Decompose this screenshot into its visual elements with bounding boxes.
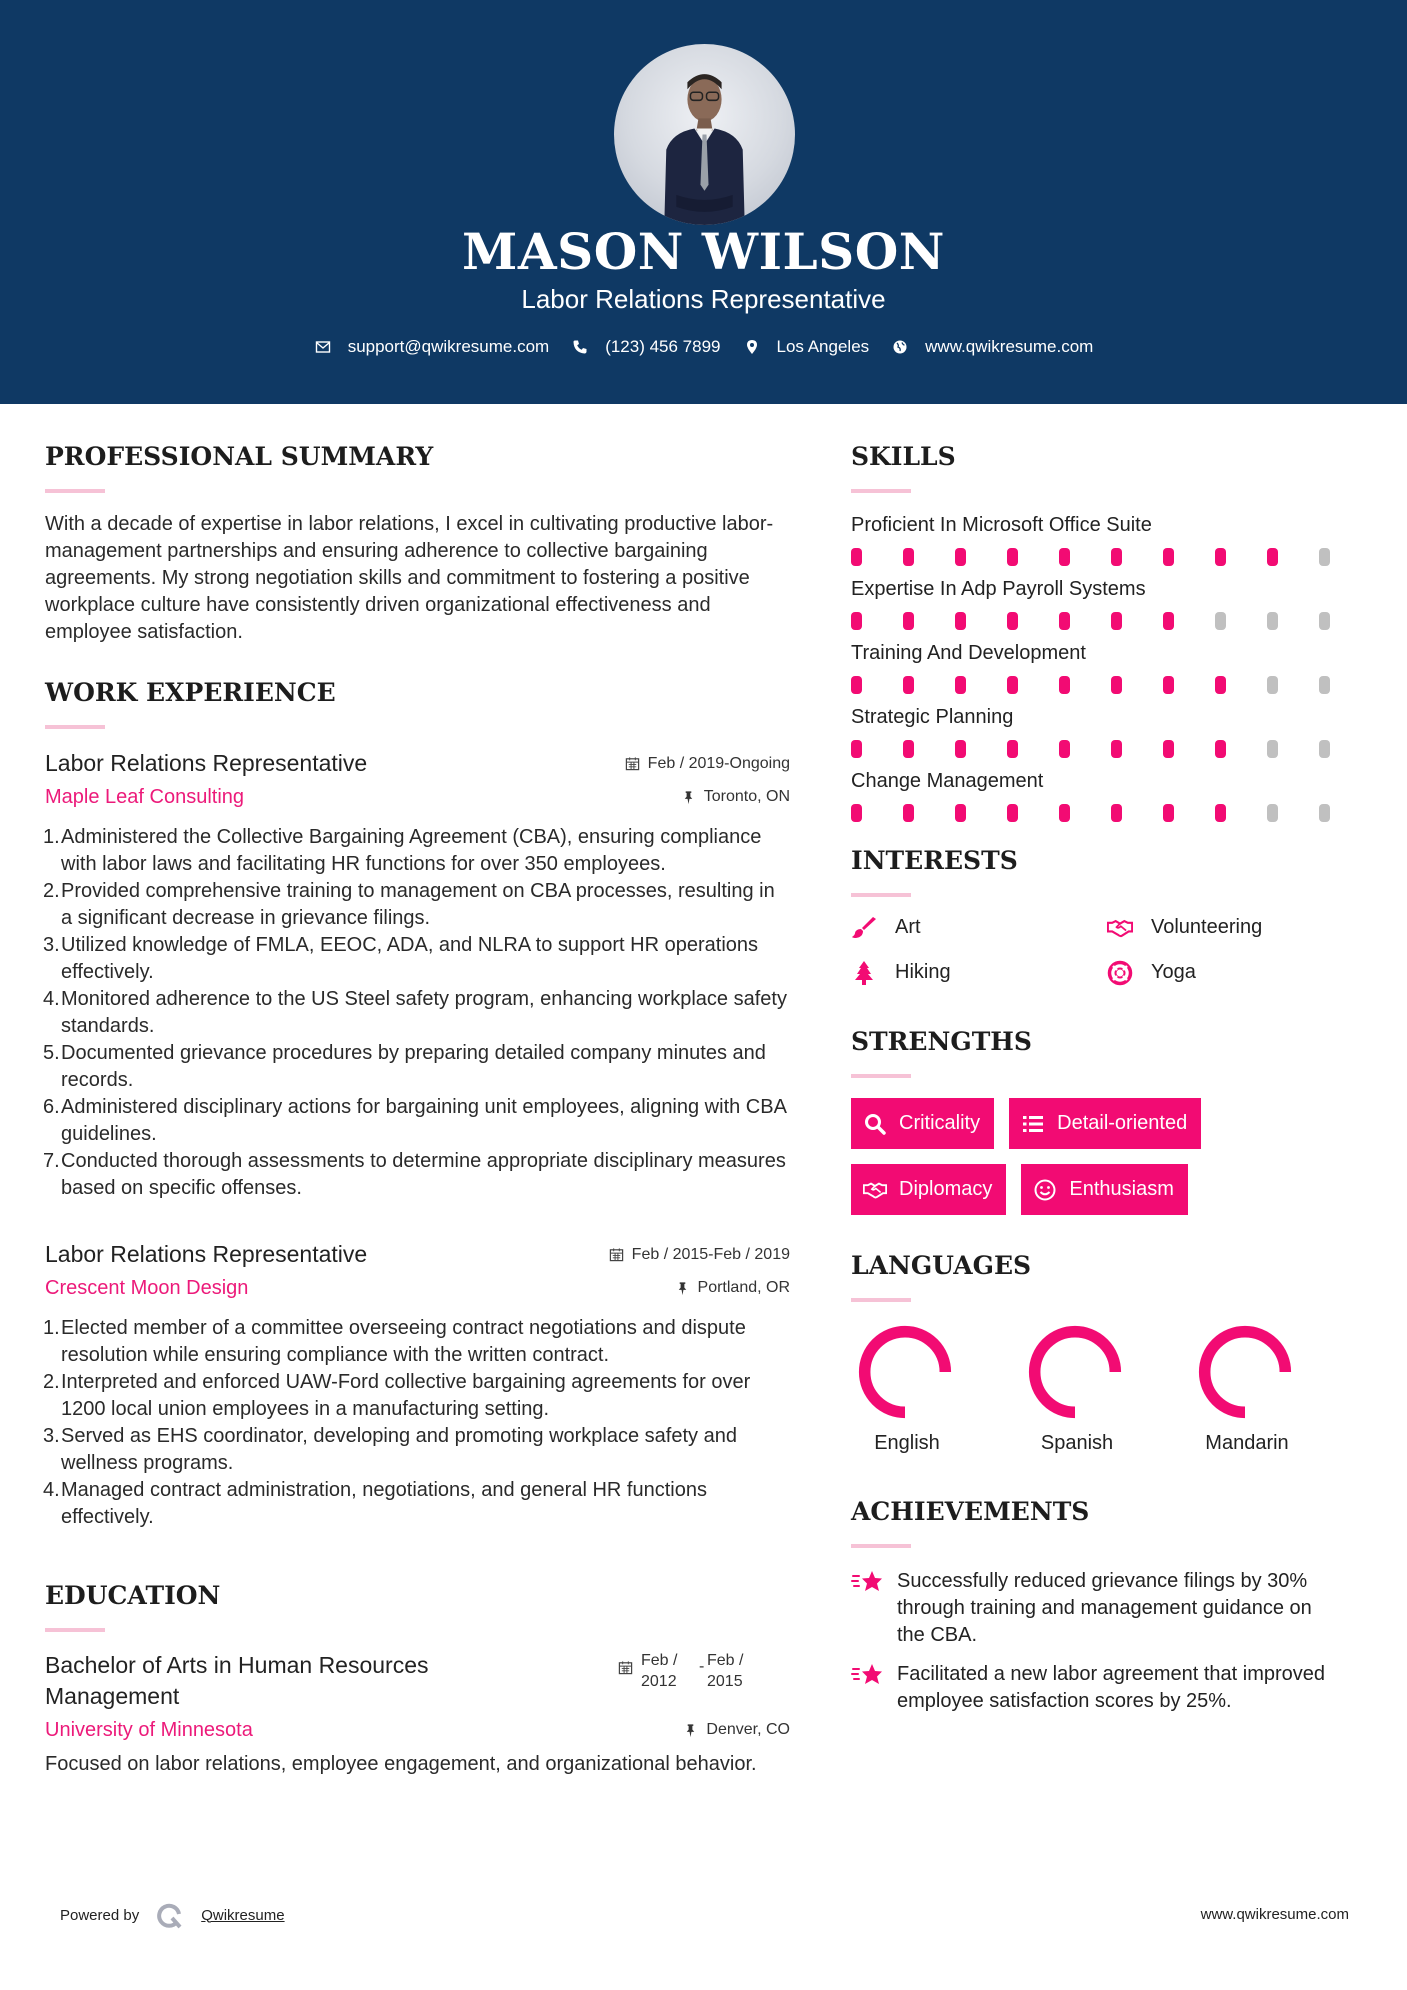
- rating-dot-filled: [1111, 612, 1122, 630]
- rating-dot-empty: [1319, 612, 1330, 630]
- strengths-section: [851, 1025, 1371, 1215]
- company-name: Maple Leaf Consulting: [45, 786, 245, 808]
- school-name: University of Minnesota: [45, 1719, 253, 1741]
- heading-underline: [851, 1298, 911, 1302]
- powered-by: [60, 1900, 285, 1930]
- phone-icon: [571, 338, 589, 356]
- summary-text: With a decade of expertise in labor relations, I excel in cultivating productive labor-management partnerships and ensuring adherence to collective bargaining agreements. My strong negotiation skills and commitment to fostering a positive workplace culture have consistently driven organizational effectiveness and employee satisfaction.: [45, 513, 774, 643]
- skill-name: Strategic Planning: [851, 706, 1014, 728]
- pushpin-icon: [683, 1723, 698, 1738]
- list-item: 1. Administered the Collective Bargaining Agreement (CBA), ensuring compliance with labor laws and facilitating HR functions for over 350 employees.: [43, 826, 762, 875]
- skill-rating: [851, 676, 1371, 694]
- rating-dot-filled: [1059, 548, 1070, 566]
- list-item: 6. Administered disciplinary actions for bargaining unit employees, aligning with CBA guidelines.: [43, 1096, 786, 1145]
- education-dates: Feb / 2012 - Feb / 2015: [618, 1650, 765, 1692]
- candidate-title: Labor Relations Representative: [521, 284, 886, 314]
- education-section: [45, 1579, 790, 1778]
- handshake-icon: [1107, 915, 1133, 941]
- list-item: 3. Utilized knowledge of FMLA, EEOC, ADA, and NLRA to support HR operations effectively.: [43, 934, 759, 983]
- language-item: English: [851, 1324, 1021, 1455]
- map-marker-icon: [743, 338, 761, 356]
- pushpin-icon: [681, 790, 696, 805]
- smile-icon: [1033, 1178, 1057, 1202]
- strength-badge: Enthusiasm: [1021, 1164, 1188, 1215]
- envelope-icon: [314, 338, 332, 356]
- pushpin-icon: [675, 1281, 690, 1296]
- rating-dot-filled: [1163, 740, 1174, 758]
- right-column: [851, 440, 1371, 1727]
- section-heading: INTERESTS: [851, 846, 1018, 875]
- rating-dot-filled: [1215, 676, 1226, 694]
- interests-section: [851, 844, 1371, 989]
- strength-badge: Detail-oriented: [1009, 1098, 1201, 1149]
- rating-dot-filled: [1007, 740, 1018, 758]
- language-progress-ring: [1197, 1324, 1293, 1420]
- rating-dot-filled: [1007, 804, 1018, 822]
- degree-title: Bachelor of Arts in Human Resources Management: [45, 1652, 429, 1709]
- experience-section: [45, 676, 790, 1531]
- section-heading: LANGUAGES: [851, 1251, 1032, 1280]
- language-item: Spanish: [1021, 1324, 1191, 1455]
- rating-dot-filled: [955, 804, 966, 822]
- skill-name: Change Management: [851, 770, 1044, 792]
- skill-rating: [851, 612, 1371, 630]
- company-name: Crescent Moon Design: [45, 1277, 249, 1299]
- skill-name: Proficient In Microsoft Office Suite: [851, 514, 1152, 536]
- qwikresume-logo-icon: [155, 1900, 185, 1930]
- skill-rating: [851, 740, 1371, 758]
- rating-dot-empty: [1319, 548, 1330, 566]
- rating-dot-filled: [851, 740, 862, 758]
- job-entry: [45, 747, 790, 1202]
- list-item: 2. Interpreted and enforced UAW-Ford collective bargaining agreements for over 1200 local union employees in a manufacturing setting.: [43, 1371, 751, 1420]
- list-item: 4. Managed contract administration, negotiations, and general HR functions effectively.: [43, 1479, 707, 1528]
- star-icon: [851, 1661, 885, 1691]
- list-item: 4. Monitored adherence to the US Steel safety program, enhancing workplace safety standards.: [43, 988, 787, 1037]
- strength-badges: [851, 1098, 1371, 1215]
- heading-underline: [851, 893, 911, 897]
- paintbrush-icon: [851, 915, 877, 941]
- rating-dot-filled: [1215, 548, 1226, 566]
- rating-dot-empty: [1319, 740, 1330, 758]
- heading-underline: [45, 725, 105, 729]
- rating-dot-empty: [1267, 612, 1278, 630]
- profile-photo: [614, 44, 795, 225]
- achievement-item: Facilitated a new labor agreement that improved employee satisfaction scores by 25%.: [851, 1661, 1371, 1715]
- rating-dot-filled: [1163, 676, 1174, 694]
- rating-dot-empty: [1319, 676, 1330, 694]
- rating-dot-filled: [1215, 804, 1226, 822]
- globe-icon: [891, 338, 909, 356]
- job-bullets: [45, 1315, 790, 1531]
- rating-dot-filled: [955, 740, 966, 758]
- language-item: Mandarin: [1191, 1324, 1361, 1455]
- job-dates: Feb / 2019-Ongoing: [625, 755, 790, 773]
- skill-name: Expertise In Adp Payroll Systems: [851, 578, 1146, 600]
- rating-dot-empty: [1319, 804, 1330, 822]
- rating-dot-filled: [1111, 740, 1122, 758]
- list-item: 5. Documented grievance procedures by preparing detailed company minutes and records.: [43, 1042, 766, 1091]
- rating-dot-filled: [955, 612, 966, 630]
- section-heading: SKILLS: [851, 442, 956, 471]
- rating-dot-filled: [903, 740, 914, 758]
- rating-dot-filled: [903, 548, 914, 566]
- language-progress-ring: [857, 1324, 953, 1420]
- language-progress-ring: [1027, 1324, 1123, 1420]
- list-icon: [1021, 1112, 1045, 1136]
- contact-phone[interactable]: [571, 337, 720, 357]
- school-location: Denver, CO: [683, 1721, 790, 1739]
- powered-by-label: Powered by: [60, 1906, 140, 1924]
- resume-header: [0, 0, 1407, 404]
- footer-website[interactable]: www.qwikresume.com: [1200, 1906, 1349, 1923]
- rating-dot-filled: [1163, 804, 1174, 822]
- list-item: 1. Elected member of a committee overseeing contract negotiations and dispute resolution while ensuring compliance with the written contract.: [43, 1317, 746, 1366]
- tree-icon: [851, 960, 877, 986]
- rating-dot-filled: [1267, 548, 1278, 566]
- interest-item: Yoga: [1107, 956, 1363, 989]
- rating-dot-filled: [851, 612, 862, 630]
- website-text: www.qwikresume.com: [925, 337, 1094, 356]
- person-photo-icon: [614, 44, 795, 225]
- contact-location: [743, 337, 870, 357]
- list-item: 2. Provided comprehensive training to management on CBA processes, resulting in a significant decrease in grievance filings.: [43, 880, 775, 929]
- rating-dot-filled: [851, 548, 862, 566]
- job-dates: Feb / 2015-Feb / 2019: [609, 1246, 790, 1264]
- skill-rating: [851, 548, 1371, 566]
- candidate-name: MASON WILSON: [462, 222, 945, 281]
- lifebuoy-icon: [1107, 960, 1133, 986]
- rating-dot-filled: [1007, 612, 1018, 630]
- languages-section: [851, 1249, 1371, 1455]
- skills-list: [851, 511, 1371, 822]
- rating-dot-empty: [1267, 676, 1278, 694]
- list-item: 7. Conducted thorough assessments to determine appropriate disciplinary measures based on specific offenses.: [43, 1150, 786, 1199]
- interest-item: Volunteering: [1107, 911, 1363, 944]
- job-title: Labor Relations Representative: [45, 1241, 368, 1267]
- rating-dot-filled: [1111, 676, 1122, 694]
- skill-name: Training And Development: [851, 642, 1086, 664]
- contact-row: [0, 337, 1407, 357]
- rating-dot-filled: [1111, 804, 1122, 822]
- heading-underline: [45, 1628, 105, 1632]
- strength-badge: Criticality: [851, 1098, 994, 1149]
- rating-dot-filled: [1215, 740, 1226, 758]
- rating-dot-filled: [851, 804, 862, 822]
- qwikresume-link[interactable]: Qwikresume: [201, 1906, 285, 1924]
- phone-text: (123) 456 7899: [605, 337, 721, 356]
- interests-grid: [851, 911, 1371, 989]
- heading-underline: [45, 489, 105, 493]
- section-heading: WORK EXPERIENCE: [45, 678, 336, 707]
- section-heading: STRENGTHS: [851, 1027, 1032, 1056]
- education-description: Focused on labor relations, employee engagement, and organizational behavior.: [45, 1753, 757, 1775]
- heading-underline: [851, 489, 911, 493]
- language-list: [851, 1324, 1371, 1455]
- search-icon: [863, 1112, 887, 1136]
- skill-rating: [851, 804, 1371, 822]
- heading-underline: [851, 1544, 911, 1548]
- interest-item: Art: [851, 911, 1107, 944]
- job-bullets: [45, 824, 790, 1202]
- list-item: 3. Served as EHS coordinator, developing and promoting workplace safety and wellness programs.: [43, 1425, 737, 1474]
- handshake-icon: [863, 1178, 887, 1202]
- rating-dot-filled: [1007, 676, 1018, 694]
- heading-underline: [851, 1074, 911, 1078]
- rating-dot-empty: [1215, 612, 1226, 630]
- achievements-section: [851, 1495, 1371, 1715]
- summary-section: [45, 440, 790, 646]
- calendar-icon: [609, 1247, 624, 1262]
- location-text: Los Angeles: [776, 337, 870, 356]
- job-title: Labor Relations Representative: [45, 750, 368, 776]
- rating-dot-filled: [1059, 740, 1070, 758]
- rating-dot-empty: [1267, 804, 1278, 822]
- skills-section: [851, 440, 1371, 822]
- rating-dot-filled: [1111, 548, 1122, 566]
- rating-dot-filled: [1007, 548, 1018, 566]
- job-location: Portland, OR: [675, 1279, 790, 1297]
- calendar-icon: [625, 756, 640, 771]
- rating-dot-filled: [1163, 612, 1174, 630]
- section-heading: EDUCATION: [45, 1581, 221, 1610]
- rating-dot-filled: [955, 548, 966, 566]
- rating-dot-filled: [903, 676, 914, 694]
- star-icon: [851, 1568, 885, 1598]
- contact-email[interactable]: [314, 337, 550, 357]
- section-heading: ACHIEVEMENTS: [851, 1497, 1090, 1526]
- email-text: support@qwikresume.com: [347, 337, 550, 356]
- calendar-icon: [618, 1660, 633, 1675]
- job-location: Toronto, ON: [681, 788, 790, 806]
- contact-website[interactable]: [891, 337, 1093, 357]
- rating-dot-filled: [851, 676, 862, 694]
- section-heading: PROFESSIONAL SUMMARY: [45, 442, 434, 471]
- achievement-item: Successfully reduced grievance filings by 30% through training and management guidance on the CBA.: [851, 1568, 1371, 1649]
- strength-badge: Diplomacy: [851, 1164, 1006, 1215]
- interest-item: Hiking: [851, 956, 1107, 989]
- job-entry: [45, 1238, 790, 1531]
- left-column: [45, 440, 790, 1778]
- rating-dot-filled: [1059, 804, 1070, 822]
- rating-dot-filled: [903, 612, 914, 630]
- rating-dot-filled: [955, 676, 966, 694]
- rating-dot-empty: [1267, 740, 1278, 758]
- rating-dot-filled: [1059, 676, 1070, 694]
- rating-dot-filled: [903, 804, 914, 822]
- rating-dot-filled: [1059, 612, 1070, 630]
- rating-dot-filled: [1163, 548, 1174, 566]
